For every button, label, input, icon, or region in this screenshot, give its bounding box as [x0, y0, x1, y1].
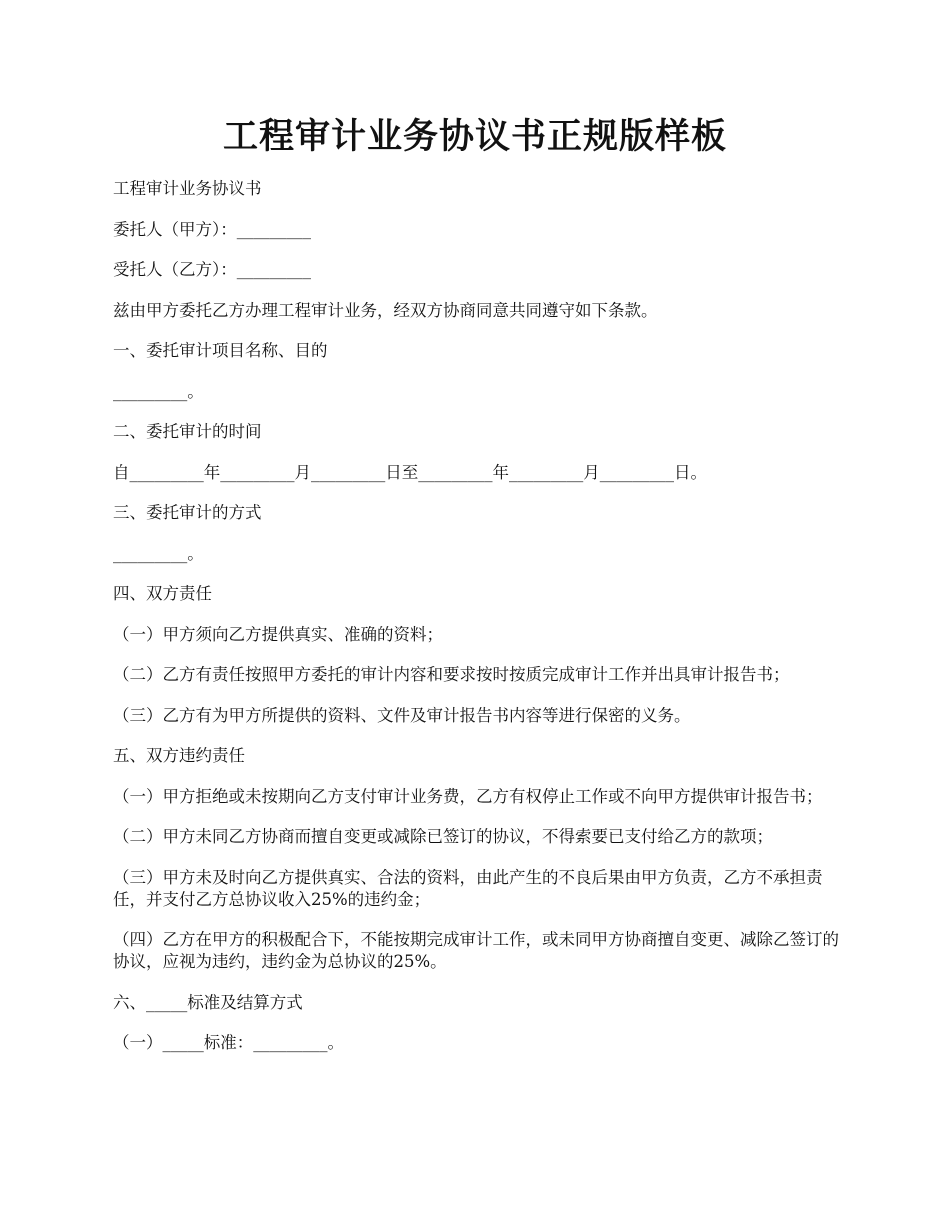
section-4-heading: 四、双方责任	[113, 584, 212, 603]
paragraph-party-b: 受托人（乙方）：_________	[113, 260, 311, 279]
section-5-heading: 五、双方违约责任	[113, 746, 245, 765]
paragraph-party-a: 委托人（甲方）：_________	[113, 219, 311, 239]
section-3-heading: 三、委托审计的方式	[113, 503, 262, 522]
section-5-item-2: （二）甲方未同乙方协商而擅自变更或减除已签订的协议，不得索要已支付给乙方的款项；	[113, 827, 773, 846]
section-6-item-1: （一）_____标准：_________。	[113, 1033, 344, 1052]
section-2-dates: 自_________年_________月_________日至_________年_________月_________日。	[113, 462, 707, 482]
section-5-item-1: （一）甲方拒绝或未按期向乙方支付审计业务费，乙方有权停止工作或不向甲方提供审计报告书；	[113, 786, 823, 806]
document-title: 工程审计业务协议书正规版样板	[222, 116, 727, 157]
section-4-item-1: （一）甲方须向乙方提供真实、准确的资料；	[113, 624, 443, 644]
document-body	[113, 178, 843, 1073]
section-2-heading: 二、委托审计的时间	[113, 422, 262, 441]
paragraph-preamble: 兹由甲方委托乙方办理工程审计业务，经双方协商同意共同遵守如下条款。	[113, 300, 658, 320]
section-1-blank: _________。	[113, 381, 204, 401]
section-3-blank: _________。	[113, 543, 204, 563]
paragraph-heading: 工程审计业务协议书	[113, 179, 262, 198]
section-4-item-3: （三）乙方有为甲方所提供的资料、文件及审计报告书内容等进行保密的义务。	[113, 705, 691, 725]
section-5-item-3: （三）甲方未及时向乙方提供真实、合法的资料，由此产生的不良后果由甲方负责，乙方不承担责任，并支付乙方总协议收入25%的违约金；	[113, 867, 823, 909]
section-4-item-2: （二）乙方有责任按照甲方委托的审计内容和要求按时按质完成审计工作并出具审计报告书；	[113, 665, 790, 684]
section-1-heading: 一、委托审计项目名称、目的	[113, 341, 328, 360]
section-5-item-4: （四）乙方在甲方的积极配合下，不能按期完成审计工作，或未同甲方协商擅自变更、减除乙签订的协议，应视为违约，违约金为总协议的25%。	[113, 930, 839, 971]
section-6-heading: 六、_____标准及结算方式	[113, 992, 303, 1012]
